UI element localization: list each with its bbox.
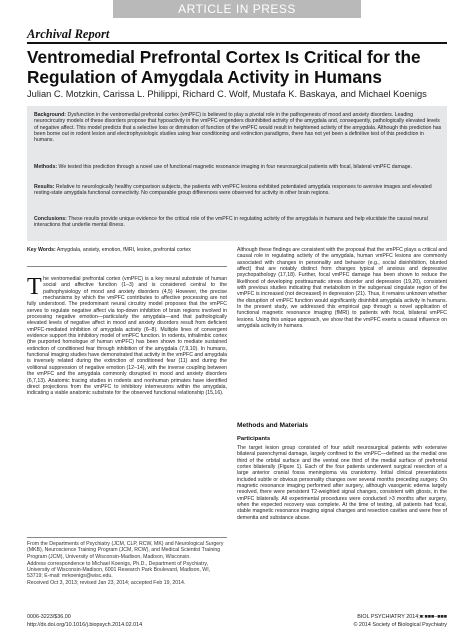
section-label: Archival Report [27, 27, 110, 41]
footnotes [27, 541, 227, 586]
abstract-background-text: Dysfunction in the ventromedial prefrontal cortex (vmPFC) is believed to play a pivotal role in the pathogenesis of mood and anxiety disorders. Leading neurocircuitry models of these disorders propose that hypoactivity in the vmPFC engenders disinhibited activity of the amygdala and, consequently, pathologically elevated levels of negative affect. This model predicts that a selective loss or diminution of function of the vmPFC would result in heightened activity of the amygdala. Although this prediction has been borne out in rodent lesion and electrophysiologic studies using fear conditioning and extinction paradigms, there has not yet been a definitive test of this prediction in humans. [34, 112, 442, 144]
abstract-results-label: Results: [34, 184, 55, 190]
abstract-methods [34, 164, 442, 170]
footer-copyright: © 2014 Society of Biological Psychiatry [353, 622, 447, 628]
introduction-paragraph: he ventromedial prefrontal cortex (vmPFC) is a key neural substrate of human social and affective function (1–3) and is considered central to the pathophysiology of mood and anxiety disorders (4,5) However, the precise mechanisms by which the vmPFC contributes to affective processing are not fully understood. The predominant neural circuitry model proposes that the vmPFC serves to regulate negative affect via top-down inhibition of brain regions involved in processing negative emotion—particularly the amygdala—and that pathologically elevated levels of negative affect in mood and anxiety disorders result from deficient vmPFC-mediated inhibition of amygdala activity (6–8). Multiple lines of convergent evidence support this inhibitory model of vmPFC function. In rodents, infralimbic cortex (the purported homologue of human vmPFC) has been shown to mediate sustained extinction of conditioned fear through inhibition of the amygdala (7,9,10). In humans, functional imaging studies have demonstrated that activity in the vmPFC and amygdala is inversely related during the extinction of conditioned fear (11) and during the volitional suppression of negative emotion (12–14), with the inverse coupling between the vmPFC and the amygdala commonly disrupted in mood and anxiety disorders (6,7,13). Anatomic tracing studies in rodents and nonhuman primates have identified direct projections from the vmPFC to inhibitory interneurons within the amygdala, indicating a viable anatomic substrate for the observed functional relationship (15,16). [27, 276, 227, 397]
author-list: Julian C. Motzkin, Carissa L. Philippi, Richard C. Wolf, Mustafa K. Baskaya, and Michael Koenigs [27, 89, 427, 99]
footer-doi-link[interactable]: http://dx.doi.org/10.1016/j.biopsych.2014.02.014 [27, 622, 143, 628]
introduction-column [27, 276, 227, 397]
footnote-dates: Received Oct 3, 2013; revised Jan 23, 2014; accepted Feb 19, 2014. [27, 579, 186, 586]
abstract-conclusions-label: Conclusions: [34, 216, 67, 222]
participants-heading: Participants [237, 436, 271, 442]
right-column-intro [237, 247, 447, 329]
footnote-affiliations: From the Departments of Psychiatry (JCM, CLP, RCW, MK) and Neurological Surgery (MKB), Neuroscience Training Program (JCM, RCW), and Medical Scientist Training Program (JCM), University of Wisconsin-Madison, Madison, Wisconsin. [27, 541, 224, 560]
abstract-results-text: Relative to neurologically healthy comparison subjects, the patients with vmPFC lesions exhibited potentiated amygdala responses to aversive images and elevated resting-state amygdala functional connectivity. No comparable group differences were observed for activity in other brain regions. [34, 184, 432, 197]
keywords-label: Key Words: [27, 247, 56, 253]
abstract-conclusions [34, 216, 442, 229]
footer-issn: 0006-3223/$36.00 [27, 614, 71, 620]
drop-cap: T [27, 274, 42, 300]
participants-column [237, 445, 447, 521]
article-in-press-banner: ARTICLE IN PRESS [113, 0, 361, 18]
footnote-divider [27, 537, 227, 538]
abstract-methods-label: Methods: [34, 164, 58, 170]
abstract-box [27, 106, 447, 241]
footnote-correspondence: Address correspondence to Michael Koenigs, Ph.D., Department of Psychiatry, University of Wisconsin-Madison, 6001 Research Park Boulevard, Madison, WI, 53719; E-mail: mrkoenigs@wisc.edu. [27, 560, 211, 580]
participants-paragraph: The target lesion group consisted of four adult neurosurgical patients with extensive bilateral parenchymal damage, largely confined to the vmPFC—defined as the medial one third of the orbital surface and the ventral one third of the medial surface of prefrontal cortex bilaterally (Figure 1). Each of the four patients underwent surgical resection of a large anterior cranial fossa meningioma via craniotomy. Initial clinical presentations included subtle or obvious personality changes over several months preceding surgery. On magnetic resonance imaging performed after surgery, although vasogenic edema largely resolved, there were persistent T2-weighted signal changes, consistent with gliosis, in the vmPFC bilaterally. All experimental procedures were conducted >3 months after surgery, when the expected recovery was complete. At the time of testing, all patients had focal, stable magnetic resonance imaging signal changes and resection cavities and were free of dementia and substance abuse. [237, 445, 447, 521]
abstract-background-label: Background: [34, 112, 66, 118]
footer-journal: BIOL PSYCHIATRY 2014;■:■■■–■■■ [357, 614, 447, 620]
right-paragraph-1: Although these findings are consistent with the proposal that the vmPFC plays a critical and causal role in regulating activity of the amygdala, human vmPFC lesions are commonly associated with changes in personality and behavior (e.g., social disinhibition, blunted affect) that are notably distinct from changes typical of anxious and depressive psychopathology (17,18). Further, focal vmPFC damage has been shown to reduce the likelihood of developing posttraumatic stress disorder and depression (19,20), consistent with previous studies indicating that metabolism in the subgenual cingulate region of the vmPFC is increased (not decreased) in depression (21). Thus, it remains unknown whether the disruption of vmPFC function would significantly disinhibit amygdala activity in humans. In the present study, we addressed this empirical gap through a novel application of functional magnetic resonance imaging (fMRI) to patients with focal, bilateral vmPFC lesions. Using this unique approach, we show that the vmPFC exerts a causal influence on amygdala activity in humans. [237, 247, 447, 330]
section-divider [27, 42, 447, 44]
keywords-text: Amygdala, anxiety, emotion, fMRI, lesion, prefrontal cortex [56, 247, 191, 253]
abstract-methods-text: We tested this prediction through a novel use of functional magnetic resonance imaging in four neurosurgical patients with focal, bilateral vmPFC damage. [58, 164, 412, 170]
abstract-results [34, 184, 442, 197]
abstract-conclusions-text: These results provide unique evidence for the critical role of the vmPFC in regulating activity of the amygdala in humans and help elucidate the causal neural interactions that underlie mental illness. [34, 216, 428, 229]
keywords [27, 247, 227, 253]
methods-heading: Methods and Materials [237, 422, 309, 429]
article-title: Ventromedial Prefrontal Cortex Is Critical for the Regulation of Amygdala Activity in Humans [27, 47, 421, 87]
abstract-background [34, 112, 442, 143]
keywords-divider [27, 266, 227, 267]
